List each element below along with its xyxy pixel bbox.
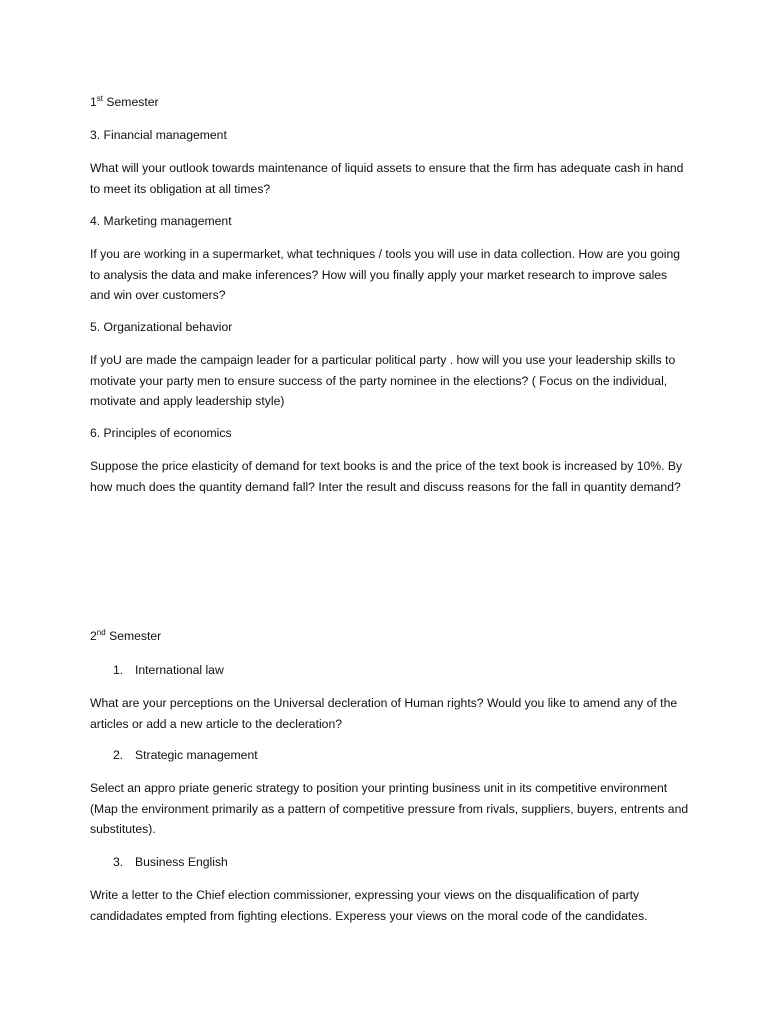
semester-2-ordinal: nd [96, 627, 106, 637]
section-title-financial-management: 3. Financial management [90, 128, 227, 142]
list-number: 2. [113, 748, 124, 762]
question-organizational-behavior: If yoU are made the campaign leader for a particular political party . how will you use your leadership skills to motivate your party men to ensure success of the party nominee in the elections? ( Focus on the individual, motivate and apply leadership style) [90, 353, 676, 408]
section-title-principles-of-economics: 6. Principles of economics [90, 426, 232, 440]
question-financial-management: What will your outlook towards maintenance of liquid assets to ensure that the firm has adequate cash in hand to meet its obligation at all times? [90, 161, 684, 196]
question-principles-of-economics: Suppose the price elasticity of demand for text books is and the price of the text book is increased by 10%. By how much does the quantity demand fall? Inter the result and discuss reasons for the fall in quantity demand? [90, 459, 683, 494]
semester-2-label: Semester [105, 629, 162, 643]
list-title: Business English [135, 855, 228, 869]
semester-1-ordinal: st [96, 93, 104, 103]
list-title: International law [135, 663, 224, 677]
section-title-business-english [113, 852, 613, 873]
list-number: 3. [113, 855, 124, 869]
list-title: Strategic management [135, 748, 258, 762]
question-strategic-management: Select an appro priate generic strategy to position your printing business unit in its competitive environment (Map the environment primarily as a pattern of competitive pressure from rivals, suppliers, buyers, entrents and substitutes). [90, 781, 689, 836]
section-title-marketing-management: 4. Marketing management [90, 214, 232, 228]
question-international-law: What are your perceptions on the Universal decleration of Human rights? Would you like to amend any of the articles or add a new article to the decleration? [90, 696, 678, 731]
section-title-international-law [113, 660, 613, 681]
section-title-strategic-management [113, 745, 613, 766]
list-number: 1. [113, 663, 124, 677]
section-title-organizational-behavior: 5. Organizational behavior [90, 320, 233, 334]
semester-2-number: 2 [90, 629, 97, 643]
semester-1-number: 1 [90, 95, 97, 109]
question-business-english: Write a letter to the Chief election commissioner, expressing your views on the disqualification of party candidadates empted from fighting elections. Experess your views on the moral code of the candidates. [90, 888, 648, 923]
semester-1-heading [90, 92, 690, 113]
question-marketing-management: If you are working in a supermarket, what techniques / tools you will use in data collection. How are you going to analysis the data and make inferences? How will you finally apply your market research to improve sales and win over customers? [90, 247, 681, 302]
semester-1-label: Semester [103, 95, 159, 109]
semester-2-heading [90, 626, 690, 647]
